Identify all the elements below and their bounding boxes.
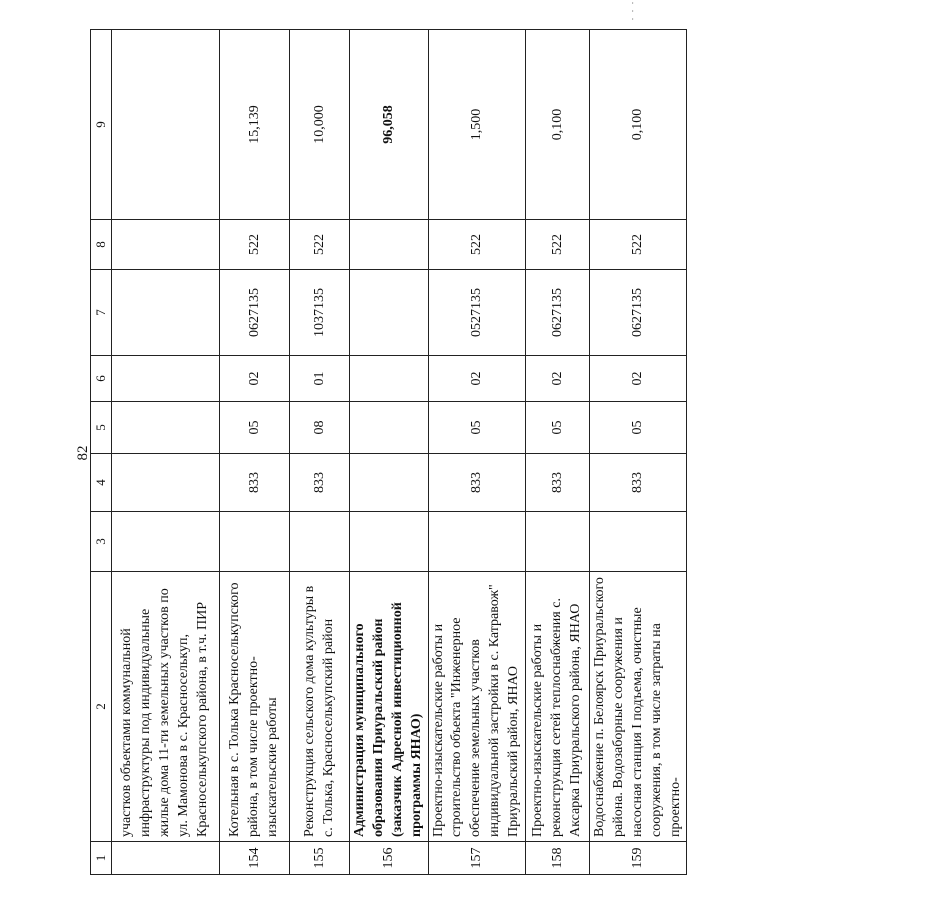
cell-col8: 522 [290, 220, 350, 270]
cell-col7: 0627135 [220, 270, 290, 356]
table-row [428, 30, 525, 875]
cell-amount: 1,500 [428, 30, 525, 220]
cell-col4 [350, 454, 429, 512]
cell-amount: 0,100 [526, 30, 590, 220]
cell-col4: 833 [526, 454, 590, 512]
cell-col3 [112, 512, 220, 572]
cell-amount: 10,000 [290, 30, 350, 220]
row-name: Реконструкция сельского дома культуры в с. Толька, Красноселькупский район [290, 572, 350, 842]
row-number: 155 [290, 842, 350, 875]
header-row [91, 30, 112, 875]
row-number [112, 842, 220, 875]
column-header: 5 [91, 402, 112, 454]
cell-col7: 0527135 [428, 270, 525, 356]
row-name: Котельная в с. Толька Красноселькупского района, в том числе проектно-изыскательские работы [220, 572, 290, 842]
cell-col8 [112, 220, 220, 270]
row-name: Проектно-изыскательские работы и строительство объекта "Инженерное обеспечение земельных участков индивидуальной застройки в с. Катравож" Приуральский район, ЯНАО [428, 572, 525, 842]
row-name: участков объектами коммунальной инфраструктуры под индивидуальные жилые дома 11-ти земельных участков по ул. Мамонова в с. Красноселькуп, Красноселькупского района, в т.ч. ПИР [112, 572, 220, 842]
column-header: 3 [91, 512, 112, 572]
column-header: 2 [91, 572, 112, 842]
cell-col8: 522 [590, 220, 687, 270]
row-number: 158 [526, 842, 590, 875]
table-row [290, 30, 350, 875]
cell-col7 [350, 270, 429, 356]
budget-table [90, 29, 687, 875]
cell-col5: 05 [220, 402, 290, 454]
cell-col3 [220, 512, 290, 572]
cell-col8: 522 [428, 220, 525, 270]
cell-col7: 0627135 [590, 270, 687, 356]
column-header: 8 [91, 220, 112, 270]
row-number: 157 [428, 842, 525, 875]
cell-col6: 02 [220, 356, 290, 402]
cell-col4: 833 [590, 454, 687, 512]
cell-amount: 0,100 [590, 30, 687, 220]
column-header: 1 [91, 842, 112, 875]
cell-col7 [112, 270, 220, 356]
cell-col4: 833 [290, 454, 350, 512]
cell-amount: 96,058 [350, 30, 429, 220]
cell-col3 [526, 512, 590, 572]
table-body [112, 30, 687, 875]
cell-col6 [350, 356, 429, 402]
cell-col5: 05 [590, 402, 687, 454]
table-row [526, 30, 590, 875]
table-row [112, 30, 220, 875]
column-header: 4 [91, 454, 112, 512]
cell-amount [112, 30, 220, 220]
cell-col6 [112, 356, 220, 402]
cell-col6: 01 [290, 356, 350, 402]
rotated-table-container [90, 105, 935, 875]
row-name: Администрация муниципального образования Приуральский район (заказчик Адресной инвестиционной программы ЯНАО) [350, 572, 429, 842]
column-header: 9 [91, 30, 112, 220]
cell-col5: 05 [526, 402, 590, 454]
cell-col8 [350, 220, 429, 270]
cell-col4: 833 [220, 454, 290, 512]
cell-col6: 02 [590, 356, 687, 402]
column-header: 7 [91, 270, 112, 356]
cell-col7: 0627135 [526, 270, 590, 356]
cell-col5 [350, 402, 429, 454]
cell-col4 [112, 454, 220, 512]
column-header: 6 [91, 356, 112, 402]
cell-col3 [590, 512, 687, 572]
table-row [350, 30, 429, 875]
table-row [590, 30, 687, 875]
row-number: 156 [350, 842, 429, 875]
edge-marks: · · · [631, 0, 634, 24]
cell-amount: 15,139 [220, 30, 290, 220]
row-number: 154 [220, 842, 290, 875]
cell-col6: 02 [428, 356, 525, 402]
cell-col5 [112, 402, 220, 454]
cell-col5: 05 [428, 402, 525, 454]
row-number: 159 [590, 842, 687, 875]
cell-col6: 02 [526, 356, 590, 402]
cell-col4: 833 [428, 454, 525, 512]
row-name: Проектно-изыскательские работы и реконструкция сетей теплоснабжения с. Аксарка Приуральского района, ЯНАО [526, 572, 590, 842]
cell-col7: 1037135 [290, 270, 350, 356]
cell-col3 [290, 512, 350, 572]
cell-col3 [350, 512, 429, 572]
cell-col8: 522 [220, 220, 290, 270]
row-name: Водоснабжение п. Белоярск Приуральского района. Водозаборные сооружения и насосная станция I подъема, очистные сооружения, в том числе затраты на проектно- [590, 572, 687, 842]
page-number: 82 [75, 445, 91, 461]
cell-col3 [428, 512, 525, 572]
table-row [220, 30, 290, 875]
cell-col8: 522 [526, 220, 590, 270]
cell-col5: 08 [290, 402, 350, 454]
